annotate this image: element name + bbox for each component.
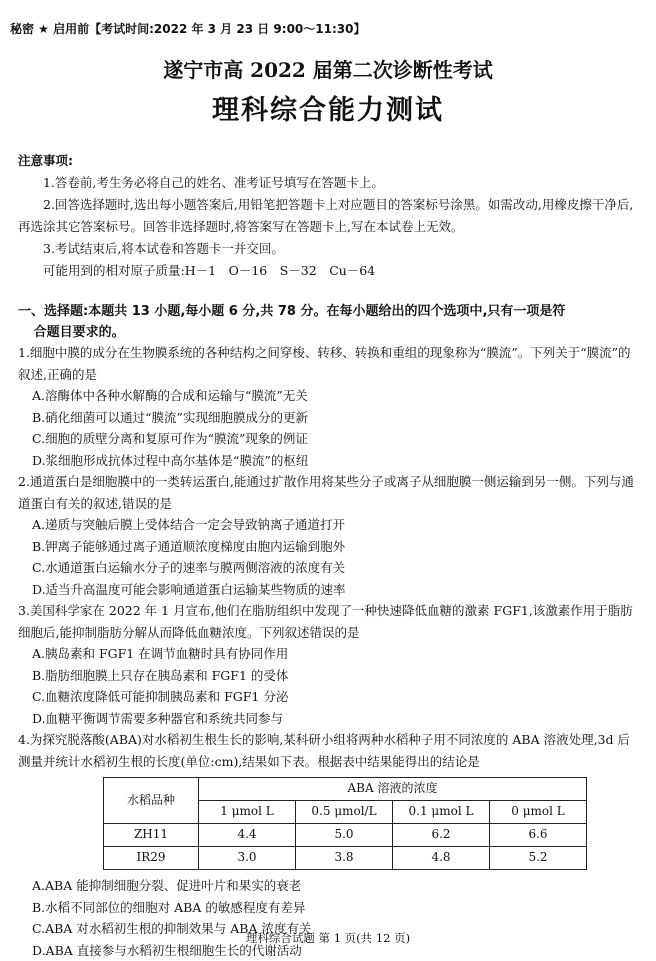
option-a: A.溶酶体中各种水解酶的合成和运输与“膜流”无关	[18, 385, 638, 407]
option-c: C.细胞的质壁分离和复原可作为“膜流”现象的例证	[18, 428, 638, 450]
option-d: D.浆细胞形成抗体过程中高尔基体是“膜流”的枢纽	[18, 450, 638, 472]
question-4	[18, 729, 638, 961]
table-column-header: 0 μmol L	[490, 801, 587, 824]
section-heading	[18, 301, 638, 343]
table-group-header: ABA 溶液的浓度	[199, 778, 587, 801]
table-cell: 6.6	[490, 824, 587, 847]
table-column-header: 0.5 μmol/L	[296, 801, 393, 824]
exam-title: 遂宁市高 2022 届第二次诊断性考试	[0, 54, 656, 83]
option-c: C.ABA 对水稻初生根的抑制效果与 ABA 浓度有关	[18, 918, 638, 940]
option-c: C.血糖浓度降低可能抑制胰岛素和 FGF1 分泌	[18, 686, 638, 708]
question-3	[18, 600, 638, 729]
question-1	[18, 342, 638, 471]
option-b: B.钾离子能够通过离子通道顺浓度梯度由胞内运输到胞外	[18, 536, 638, 558]
option-c: C.水通道蛋白运输水分子的速率与膜两侧溶液的浓度有关	[18, 557, 638, 579]
option-d: D.血糖平衡调节需要多种器官和系统共同参与	[18, 708, 638, 730]
table-cell: 3.0	[199, 847, 296, 870]
table-header-row	[104, 778, 587, 801]
question-stem: 2.通道蛋白是细胞膜中的一类转运蛋白,能通过扩散作用将某些分子或离子从细胞膜一侧运输到另一侧。下列与通道蛋白有关的叙述,错误的是	[18, 471, 638, 514]
note-item: 3.考试结束后,将本试卷和答题卡一并交回。	[18, 238, 638, 260]
aba-results-table	[103, 777, 587, 870]
option-b: B.脂肪细胞膜上只存在胰岛素和 FGF1 的受体	[18, 665, 638, 687]
table-row	[104, 824, 587, 847]
table-cell: 5.0	[296, 824, 393, 847]
exam-subject-title: 理科综合能力测试	[0, 88, 656, 127]
table-cell: 6.2	[393, 824, 490, 847]
question-stem: 3.美国科学家在 2022 年 1 月宣布,他们在脂肪组织中发现了一种快速降低血糖的激素 FGF1,该激素作用于脂肪细胞后,能抑制脂肪分解从而降低血糖浓度。下列叙述错误的是	[18, 600, 638, 643]
option-d: D.ABA 直接参与水稻初生根细胞生长的代谢活动	[18, 940, 638, 961]
table-cell: 4.4	[199, 824, 296, 847]
table-row	[104, 847, 587, 870]
notes-heading: 注意事项:	[18, 150, 638, 172]
option-d: D.适当升高温度可能会影响通道蛋白运输某些物质的速率	[18, 579, 638, 601]
option-a: A.ABA 能抑制细胞分裂、促进叶片和果实的衰老	[18, 875, 638, 897]
questions-list	[18, 342, 638, 961]
page-footer: 理科综合试题 第 1 页(共 12 页)	[0, 930, 656, 946]
table-cell: 5.2	[490, 847, 587, 870]
option-b: B.硝化细菌可以通过“膜流”实现细胞膜成分的更新	[18, 407, 638, 429]
table-cell: 3.8	[296, 847, 393, 870]
table-cell: 4.8	[393, 847, 490, 870]
table-row-header: 水稻品种	[104, 778, 199, 824]
question-stem: 4.为探究脱落酸(ABA)对水稻初生根生长的影响,某科研小组将两种水稻种子用不同浓度的 ABA 溶液处理,3d 后测量并统计水稻初生根的长度(单位:cm),结果如下表。根据表中结果能得出的结论是	[18, 729, 638, 772]
section-heading-line: 一、选择题:本题共 13 小题,每小题 6 分,共 78 分。在每小题给出的四个选项中,只有一项是符	[18, 301, 638, 322]
note-item: 2.回答选择题时,选出每小题答案后,用铅笔把答题卡上对应题目的答案标号涂黑。如需改动,用橡皮擦干净后,再选涂其它答案标号。回答非选择题时,将答案写在答题卡上,写在本试卷上无效。	[18, 194, 638, 238]
table-column-header: 0.1 μmol L	[393, 801, 490, 824]
question-stem: 1.细胞中膜的成分在生物膜系统的各种结构之间穿梭、转移、转换和重组的现象称为“膜流”。下列关于“膜流”的叙述,正确的是	[18, 342, 638, 385]
option-b: B.水稻不同部位的细胞对 ABA 的敏感程度有差异	[18, 897, 638, 919]
table-column-header: 1 μmol L	[199, 801, 296, 824]
table-cell: IR29	[104, 847, 199, 870]
atomic-mass-line: 可能用到的相对原子质量:H－1 O－16 S－32 Cu－64	[18, 260, 638, 282]
option-a: A.递质与突触后膜上受体结合一定会导致钠离子通道打开	[18, 514, 638, 536]
section-heading-line: 合题目要求的。	[18, 322, 638, 343]
note-item: 1.答卷前,考生务必将自己的姓名、准考证号填写在答题卡上。	[18, 172, 638, 194]
question-2	[18, 471, 638, 600]
secret-exam-time-line: 秘密 ★ 启用前【考试时间:2022 年 3 月 23 日 9:00～11:30】	[10, 20, 365, 37]
table-cell: ZH11	[104, 824, 199, 847]
option-a: A.胰岛素和 FGF1 在调节血糖时具有协同作用	[18, 643, 638, 665]
notes-block	[18, 150, 638, 282]
